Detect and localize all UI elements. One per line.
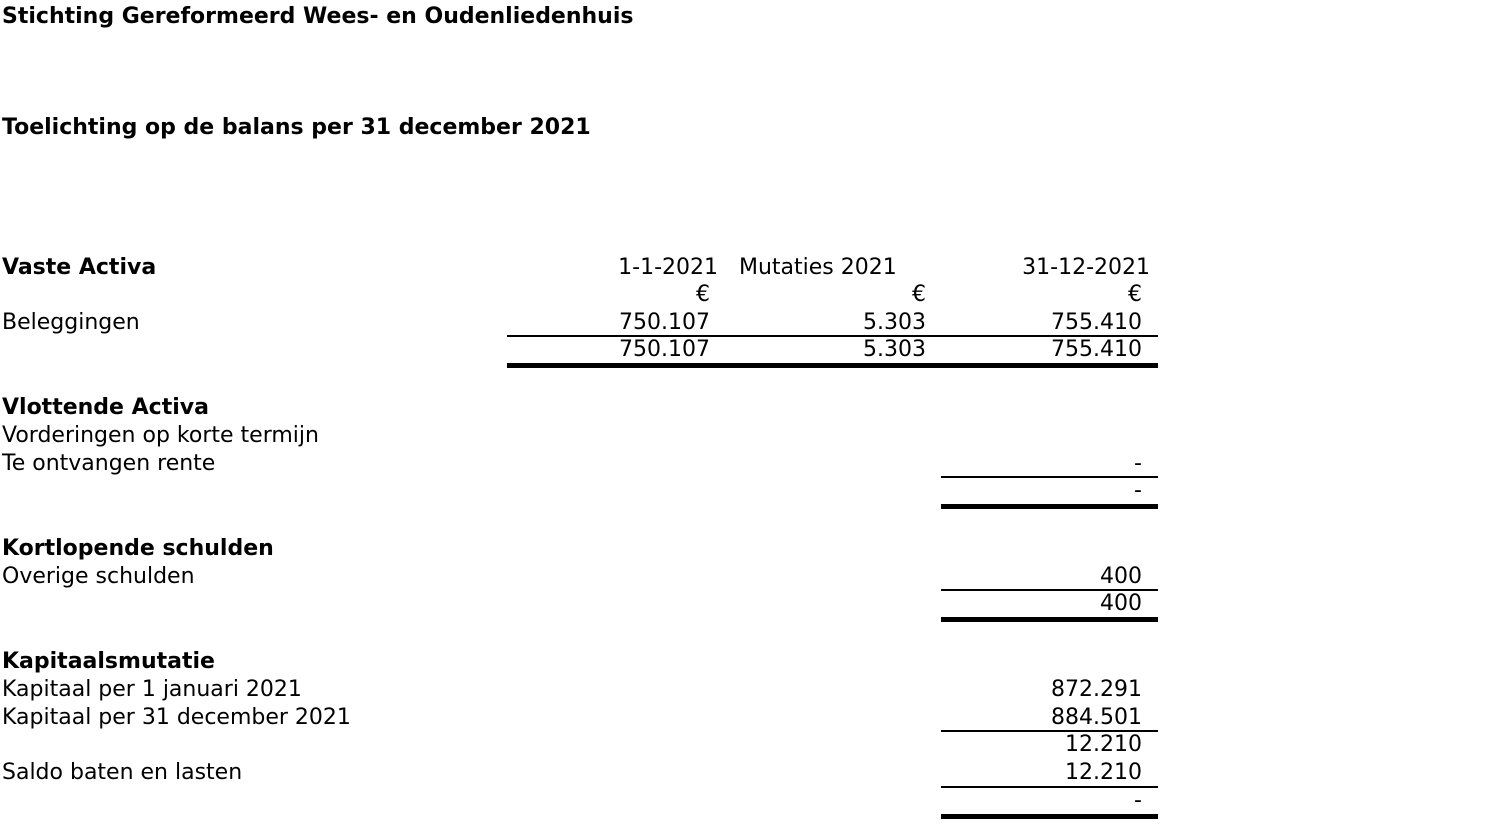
value-saldo: 12.210 (1065, 760, 1142, 785)
total-end: 755.410 (1051, 337, 1142, 362)
row-label-kapitaal-begin: Kapitaal per 1 januari 2021 (2, 677, 302, 702)
subtotal-rule (941, 786, 1158, 788)
column-header-mutations: Mutaties 2021 (739, 255, 897, 280)
total-begin: 750.107 (619, 337, 710, 362)
value-overige-schulden: 400 (1100, 564, 1142, 589)
section-heading-kapitaalsmutatie: Kapitaalsmutatie (2, 649, 215, 674)
currency-symbol: € (1128, 282, 1142, 307)
row-label-kapitaal-end: Kapitaal per 31 december 2021 (2, 705, 351, 730)
value-te-ontvangen-rente: - (1134, 451, 1142, 476)
total-kortlopende-schulden: 400 (1100, 591, 1142, 616)
total-mutation: 5.303 (863, 337, 926, 362)
value-kapitaal-begin: 872.291 (1051, 677, 1142, 702)
row-label-beleggingen: Beleggingen (2, 310, 140, 335)
value-kapitaal-end: 884.501 (1051, 705, 1142, 730)
total-rule (941, 504, 1158, 509)
section-heading-vlottende-activa: Vlottende Activa (2, 395, 209, 420)
total-rule (941, 617, 1158, 622)
total-vlottende-activa: - (1134, 478, 1142, 503)
total-rule (507, 363, 1158, 368)
currency-symbol: € (912, 282, 926, 307)
row-label-te-ontvangen-rente: Te ontvangen rente (2, 451, 216, 476)
value-beleggingen-end: 755.410 (1051, 310, 1142, 335)
subheading-vorderingen: Vorderingen op korte termijn (2, 423, 319, 448)
row-label-overige-schulden: Overige schulden (2, 564, 195, 589)
value-kapitaal-difference: 12.210 (1065, 732, 1142, 757)
total-rule (941, 814, 1158, 819)
row-label-saldo: Saldo baten en lasten (2, 760, 243, 785)
subtotal-rule (941, 476, 1158, 478)
value-beleggingen-mutation: 5.303 (863, 310, 926, 335)
page-title: Toelichting op de balans per 31 december 2021 (2, 115, 591, 140)
organization-name: Stichting Gereformeerd Wees- en Oudenliedenhuis (2, 4, 634, 29)
section-heading-kortlopende-schulden: Kortlopende schulden (2, 536, 274, 561)
column-header-begin: 1-1-2021 (618, 255, 718, 280)
column-header-end: 31-12-2021 (1022, 255, 1150, 280)
value-check: - (1134, 788, 1142, 813)
section-heading-vaste-activa: Vaste Activa (2, 255, 157, 280)
currency-symbol: € (696, 282, 710, 307)
value-beleggingen-begin: 750.107 (619, 310, 710, 335)
